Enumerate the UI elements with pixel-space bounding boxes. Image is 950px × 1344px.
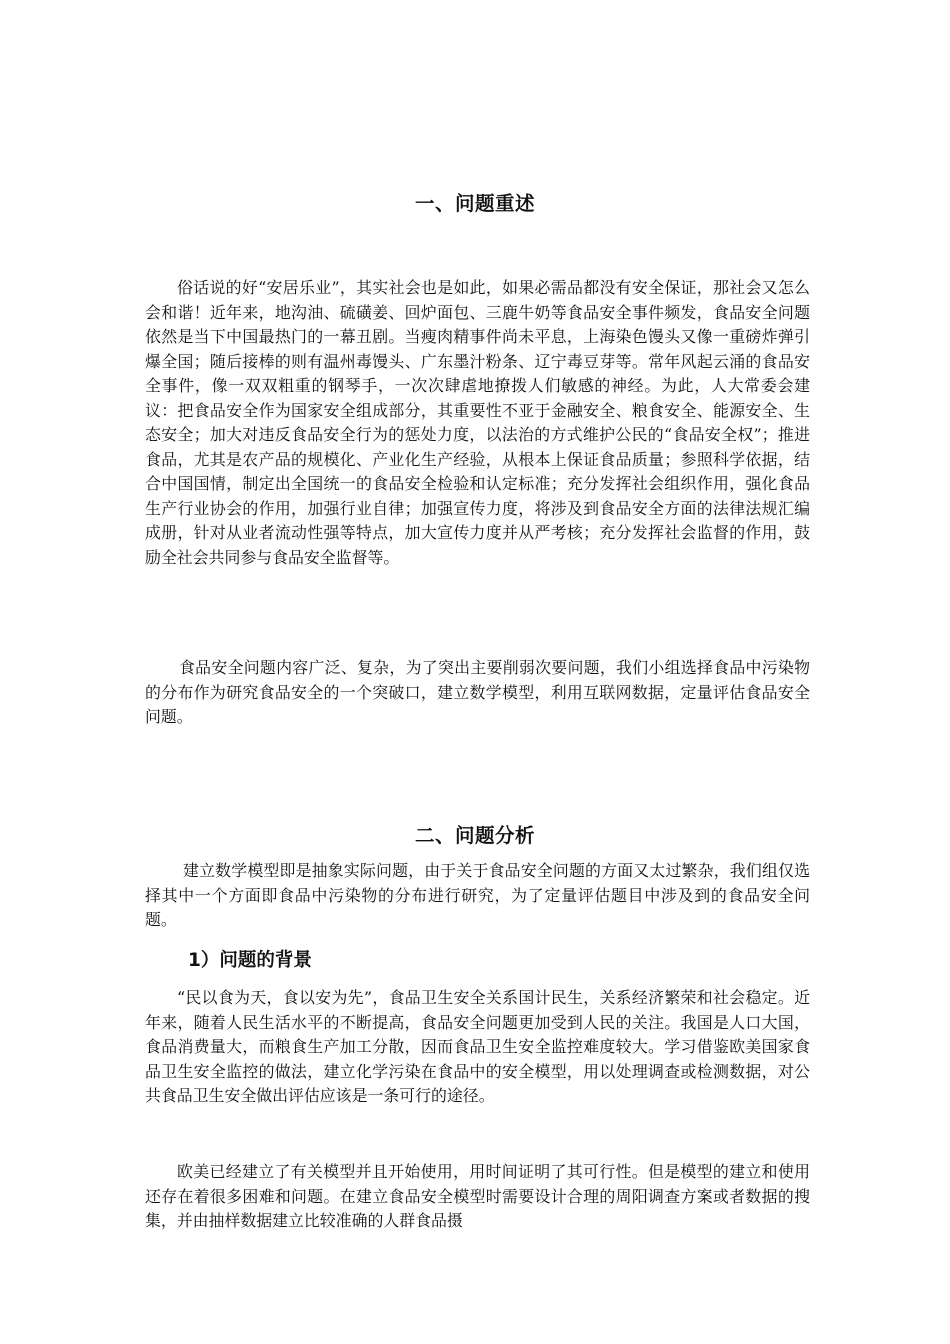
section-2-paragraph-1: “民以食为天，食以安为先”，食品卫生安全关系国计民生，关系经济繁荣和社会稳定。近年来，随着人民生活水平的不断提高，食品安全问题更加受到人民的关注。我国是人口大国，食品消费量大，而粮食生产加工分散，因而食品卫生安全监控难度较大。学习借鉴欧美国家食品卫生安全监控的做法，建立化学污染在食品中的安全模型，用以处理调查或检测数据，对公共食品卫生安全做出评估应该是一条可行的途径。 <box>145 988 810 1105</box>
section-2-paragraph-2: 欧美已经建立了有关模型并且开始使用，用时间证明了其可行性。但是模型的建立和使用还存在着很多困难和问题。在建立食品安全模型时需要设计合理的周阳调查方案或者数据的搜集，并由抽样数据建立比较准确的人群食品摄 <box>145 1162 810 1230</box>
section-2-subheading: 1）问题的背景 <box>188 950 312 971</box>
section-2-intro-paragraph: 建立数学模型即是抽象实际问题，由于关于食品安全问题的方面又太过繁杂，我们组仅选择其中一个方面即食品中污染物的分布进行研究，为了定量评估题目中涉及到的食品安全问题。 <box>145 861 810 929</box>
section-1-heading: 一、问题重述 <box>414 192 535 215</box>
section-2-heading: 二、问题分析 <box>414 824 535 847</box>
section-1-paragraph-1: 俗话说的好“安居乐业”，其实社会也是如此，如果必需品都没有安全保证，那社会又怎么会和谐！近年来，地沟油、硫磺姜、回炉面包、三鹿牛奶等食品安全事件频发，食品安全问题依然是当下中国最热门的一幕丑剧。当瘦肉精事件尚未平息，上海染色馒头又像一重磅炸弹引爆全国；随后接棒的则有温州毒馒头、广东墨汁粉条、辽宁毒豆芽等。常年风起云涌的食品安全事件，像一双双粗重的钢琴手，一次次肆虐地撩拨人们敏感的神经。为此，人大常委会建议：把食品安全作为国家安全组成部分，其重要性不亚于金融安全、粮食安全、能源安全、生态安全；加大对违反食品安全行为的惩处力度，以法治的方式维护公民的“食品安全权”；推进食品，尤其是农产品的规模化、产业化生产经验，从根本上保证食品质量；参照科学依据，结合中国国情，制定出全国统一的食品安全检验和认定标准；充分发挥社会组织作用，强化食品生产行业协会的作用，加强行业自律；加强宣传力度，将涉及到食品安全方面的法律法规汇编成册，针对从业者流动性强等特点，加大宣传力度并从严考核；充分发挥社会监督的作用，鼓励全社会共同参与食品安全监督等。 <box>145 278 810 567</box>
section-1-paragraph-2: 食品安全问题内容广泛、复杂，为了突出主要削弱次要问题，我们小组选择食品中污染物的分布作为研究食品安全的一个突破口，建立数学模型，利用互联网数据，定量评估食品安全问题。 <box>145 658 810 726</box>
